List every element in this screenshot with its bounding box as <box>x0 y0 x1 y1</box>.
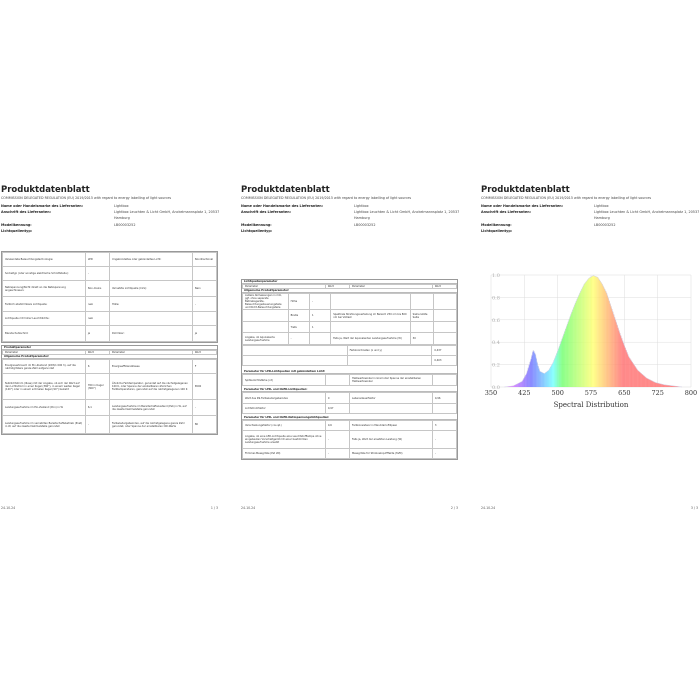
table-cell: Ungebündeltes oder gebündeltes Licht: <box>109 253 192 267</box>
meta-value: Lightbox <box>354 204 369 208</box>
table-cell: - <box>288 333 309 345</box>
section-heading: Lichtquellenparameter <box>242 280 457 284</box>
table-row <box>243 346 457 356</box>
header-cell: Parameter <box>109 351 192 355</box>
table-cell: Hülle: <box>109 297 192 312</box>
x-tick-label: 425 <box>518 389 531 397</box>
table-cell: Leistungsaufnahme im Bereitschaftszustand (Psb) in W, auf die zweite Dezimalstelle gerundet <box>109 400 192 416</box>
regulation-subtitle: COMMISSION DELEGATED REGULATION (EU) 2019/2015 with regard to energy labelling of light sources <box>241 196 412 200</box>
table-cell: Falls ja, Wert der ersetzten Leistung (W) <box>349 431 432 449</box>
x-tick-label: 650 <box>618 389 631 397</box>
x-tick-label: 725 <box>651 389 664 397</box>
section-heading: Allgemeine Produktparameter: <box>242 289 457 293</box>
table-row <box>243 294 457 310</box>
table-row <box>243 449 457 459</box>
table-cell <box>433 333 456 345</box>
table-row <box>3 400 217 416</box>
header-cell: Wert <box>85 351 109 355</box>
footer-date: 24.10.24 <box>241 506 256 510</box>
page-title: Produktdatenblatt <box>1 185 90 195</box>
table-cell <box>433 294 456 310</box>
table-cell: - <box>85 416 109 434</box>
section-heading: Parameter für LED-Lichtquellen mit gebündeltem Licht: <box>242 370 457 374</box>
light-source-type-table <box>1 251 218 343</box>
table-row <box>3 360 217 374</box>
table-cell: Außere Abmessungen in mm, ggf. ohne separate Betriebsgeräte, Beleuchtungssteuerungsteile und Nicht-Beleuchtungsteile <box>243 294 289 310</box>
section-heading: Allgemeine Produktparameter: <box>2 355 217 359</box>
meta-label: Modellkennung: <box>481 222 512 227</box>
meta-label: Lichtquellentyp: <box>1 228 33 233</box>
footer-date: 24.10.24 <box>1 506 16 510</box>
table-cell: Leistungsaufnahme im Ein-Zustand (Pon) in W <box>3 400 86 416</box>
chromaticity-label: Farbkoordinaten (x und y) <box>347 346 432 356</box>
table-cell: Spitzenlichtstärke (cd) <box>243 375 326 386</box>
header-cell: Parameter <box>349 285 432 289</box>
footer-page: 3 / 3 <box>690 506 698 510</box>
table-row <box>243 404 457 414</box>
table-row <box>3 253 217 267</box>
table-cell <box>309 333 330 345</box>
product-parameters-table <box>1 345 218 435</box>
table-cell: Farbwiedergabeindex, auf die nächstgelegene ganze Zahl gerundet, oder Spanne der einstellbaren CRI-Werte <box>109 416 192 434</box>
table-cell: Verschiebungsfaktor (cos φ1) <box>243 421 326 431</box>
footer-page: 2 / 3 <box>450 506 458 510</box>
table-cell: Lichtstromfaktor <box>243 404 326 414</box>
table-cell <box>192 312 216 326</box>
table-cell: Messgröße für Stroboskop-Effekte (SVM) <box>349 449 432 459</box>
table-cell: 6,1 <box>85 400 109 416</box>
table-row <box>243 356 457 366</box>
table-cell: - <box>192 400 216 416</box>
table-cell: nein <box>85 312 109 326</box>
table-cell: 30 <box>410 333 433 345</box>
table-cell: Non-mains <box>85 281 109 297</box>
table-row <box>243 310 457 322</box>
table-header-row <box>3 351 217 355</box>
section-heading: Produktparameter <box>2 346 217 350</box>
y-tick-label: 0.4 <box>492 340 500 347</box>
table-cell: Energieeffizienzklasse <box>109 360 192 374</box>
table-row <box>3 281 217 297</box>
table-cell: Höhe <box>288 294 309 310</box>
table-cell: 1 <box>309 322 330 333</box>
header-cell: Wert <box>432 285 456 289</box>
y-tick-label: 1.0 <box>492 273 500 279</box>
table-cell: 3 <box>432 421 456 431</box>
meta-value: Lightbox Leuchten & Licht GmbH, Anckelmannsplatz 1, 20537 Hamburg <box>354 210 460 221</box>
table-cell: Wert des R9-Farbwiedergabeindex <box>243 393 326 404</box>
table-cell: Lichtquelle mit hoher Leuchtdichte: <box>3 312 86 326</box>
meta-value: Lightbox Leuchten & Licht GmbH, Anckelmannsplatz 1, 20537 Hamburg <box>594 210 700 221</box>
table-cell <box>331 322 410 333</box>
table-cell <box>192 267 216 281</box>
table-cell: - <box>192 297 216 312</box>
page-footer <box>481 506 698 510</box>
table-cell <box>432 375 456 386</box>
x-axis-label: Spectral Distribution <box>553 401 629 409</box>
table-cell <box>433 322 456 333</box>
header-cell: Wert <box>192 351 216 355</box>
table-row <box>3 297 217 312</box>
table-cell <box>410 294 433 310</box>
meta-label: Anschrift des Lieferanten: <box>481 210 531 215</box>
table-cell: Dimmbar: <box>109 326 192 342</box>
table-cell: Farblich abstimmbare Lichtquelle: <box>3 297 86 312</box>
table-cell: ja <box>192 326 216 342</box>
table-cell <box>410 322 433 333</box>
meta-label: Name oder Handelsmarke des Lieferanten: <box>1 204 84 208</box>
table-cell: Angabe, ob eine LED-Lichtquelle eine Leuchtstofflampe ohne eingebauten Vorschaltgerät mit einer bestimmten Leistungsaufnahme ersetzt <box>243 431 326 449</box>
datasheet-page-3 <box>481 185 700 515</box>
table-cell: - <box>325 431 349 449</box>
y-tick-label: 0.8 <box>492 295 500 302</box>
page-title: Produktdatenblatt <box>241 185 330 195</box>
y-tick-label: 0.0 <box>492 385 500 391</box>
table-row <box>3 416 217 434</box>
y-tick-label: 0.6 <box>492 317 500 324</box>
meta-label: Modellkennung: <box>1 222 32 227</box>
table-row <box>243 375 457 386</box>
table-cell: 0,96 <box>432 393 456 404</box>
table-cell: 6 <box>85 360 109 374</box>
meta-label: Name oder Handelsmarke des Lieferanten: <box>241 204 324 208</box>
meta-value: Lightbox <box>594 204 609 208</box>
table-cell: 350 in Kugel (360°) <box>85 374 109 400</box>
table-cell: Halbwertswinkel in Grad oder Spanne der einstellbaren Halbwertswinkel <box>349 375 432 386</box>
datasheet-page-2 <box>241 185 460 515</box>
meta-value: Lightbox <box>114 204 129 208</box>
page-footer <box>1 506 218 510</box>
meta-label: Modellkennung: <box>241 222 272 227</box>
table-cell <box>331 294 410 310</box>
meta-value: LB00003252 <box>354 222 376 227</box>
x-tick-label: 500 <box>551 389 564 397</box>
table-cell: Nein <box>192 281 216 297</box>
table-cell <box>243 310 289 322</box>
table-row <box>243 333 457 345</box>
x-tick-label: 800 <box>684 389 698 397</box>
table-cell <box>432 404 456 414</box>
meta-label: Lichtquellentyp: <box>481 228 513 233</box>
page-footer <box>241 506 458 510</box>
table-cell <box>325 375 349 386</box>
table-cell: Farbkonsistenz in MacAdam-Ellipsen <box>349 421 432 431</box>
table-row <box>3 374 217 400</box>
datasheet-page-1 <box>1 185 220 515</box>
table-cell: Sockeltyp (oder sonstige elektrische Schnittstelle): <box>3 267 86 281</box>
table-cell: Siehe letzte Seite <box>410 310 433 322</box>
y-tick-label: 0.2 <box>492 362 500 369</box>
table-cell: - <box>432 449 456 459</box>
table-cell: 0,6 <box>325 421 349 431</box>
table-row <box>3 312 217 326</box>
table-header-row <box>243 285 457 289</box>
meta-label: Lichtquellentyp: <box>241 228 273 233</box>
table-cell: Nondirectional <box>192 253 216 267</box>
table-cell: Leistungsaufnahme im vernetzten Bereitschaftsbetrieb (Pnet) in W, auf die zweite Dezimalstelle gerundet <box>3 416 86 434</box>
table-cell: LED <box>85 253 109 267</box>
table-cell: Blendschutzschild: <box>3 326 86 342</box>
table-cell: Energieverbrauch im Ein-Zustand (kWh/1 000 h), auf die nächstgrößere ganze Zahl aufgerundet <box>3 360 86 374</box>
section-heading: Parameter für LED- und OLED-Netzspannungslichtquellen: <box>242 416 457 420</box>
regulation-subtitle: COMMISSION DELEGATED REGULATION (EU) 2019/2015 with regard to energy labelling of light sources <box>1 196 172 200</box>
meta-value: LB00003252 <box>114 222 136 227</box>
table-cell: 80 <box>192 416 216 434</box>
table-cell <box>243 322 289 333</box>
page-title: Produktdatenblatt <box>481 185 570 195</box>
table-cell: Vernetzte Lichtquelle (CLS): <box>109 281 192 297</box>
section-heading: Parameter für LED- und OLED-Lichtquellen: <box>242 388 457 392</box>
table-cell: Spektrale Strahlungsverteilung im Bereich 250 nm bis 800 nm bei Volllast <box>331 310 410 322</box>
header-cell: Parameter <box>3 351 86 355</box>
table-cell <box>349 404 432 414</box>
meta-label: Name oder Handelsmarke des Lieferanten: <box>481 204 564 208</box>
table-cell: Verwendete Beleuchtungstechnologie: <box>3 253 86 267</box>
table-cell: - <box>432 431 456 449</box>
x-tick-label: 575 <box>584 389 598 397</box>
table-cell <box>433 310 456 322</box>
regulation-subtitle: COMMISSION DELEGATED REGULATION (EU) 2019/2015 with regard to energy labelling of light sources <box>481 196 652 200</box>
header-cell: Parameter <box>243 285 326 289</box>
table-cell: 6500 <box>192 374 216 400</box>
table-cell: Falls ja, Wert der äquivalenten Leistungsaufnahme (W) <box>331 333 410 345</box>
header-cell: Wert <box>325 285 349 289</box>
supplier-meta <box>481 203 700 234</box>
table-cell: Angabe, ob äquivalente Leistungsaufnahme <box>243 333 289 345</box>
table-cell: ja <box>85 326 109 342</box>
table-cell: 0 <box>325 393 349 404</box>
chromaticity-x: 0,437 <box>432 346 457 356</box>
supplier-meta <box>241 203 460 234</box>
table-cell: F <box>192 360 216 374</box>
table-cell: Flimmer-Messgröße (Pst LM) <box>243 449 326 459</box>
table-row <box>243 393 457 404</box>
x-tick-label: 350 <box>484 389 498 397</box>
table-cell <box>109 267 192 281</box>
table-cell: - <box>309 294 330 310</box>
table-cell: - <box>325 449 349 459</box>
table-row <box>243 322 457 333</box>
table-cell: 1 <box>309 310 330 322</box>
table-cell <box>109 312 192 326</box>
chromaticity-y: 0,403 <box>432 356 457 366</box>
table-cell: - <box>85 267 109 281</box>
meta-label: Anschrift des Lieferanten: <box>241 210 291 215</box>
table-cell: Lebensdauerfaktor <box>349 393 432 404</box>
table-row <box>243 421 457 431</box>
meta-value: LB00003252 <box>594 222 616 227</box>
footer-page: 1 / 3 <box>210 506 218 510</box>
meta-value <box>114 228 220 234</box>
table-cell: Tiefe <box>288 322 309 333</box>
table-cell: Ähnliche Farbtemperatur, gerundet auf die nächstgelegenen 100 K, oder Spanne der einstellbaren ähnlichen Farbtemperaturen, gerundet auf die nächstgelegenen 100 K <box>109 374 192 400</box>
table-cell: 0,97 <box>325 404 349 414</box>
table-row <box>3 326 217 342</box>
meta-value: Lightbox Leuchten & Licht GmbH, Anckelmannsplatz 1, 20537 Hamburg <box>114 210 220 221</box>
spectral-distribution-chart <box>481 269 700 409</box>
meta-label: Anschrift des Lieferanten: <box>1 210 51 215</box>
table-cell: Breite <box>288 310 309 322</box>
footer-date: 24.10.24 <box>481 506 496 510</box>
table-row <box>243 431 457 449</box>
table-cell: Nutzlichtstrom (Φuse) mit der Angabe, ob sich der Wert auf den Lichtstrom in einer Kugel (360°), in einem weiten Kegel (120°) oder in einem schmalen Kegel (90°) bezieht <box>3 374 86 400</box>
supplier-meta <box>1 203 220 234</box>
light-source-parameters-table <box>241 279 458 460</box>
meta-value <box>354 228 460 234</box>
table-cell: Netzspannung/Nicht direkt an die Netzspannung angeschlossen: <box>3 281 86 297</box>
meta-value <box>594 228 700 234</box>
table-cell: nein <box>85 297 109 312</box>
table-row <box>3 267 217 281</box>
